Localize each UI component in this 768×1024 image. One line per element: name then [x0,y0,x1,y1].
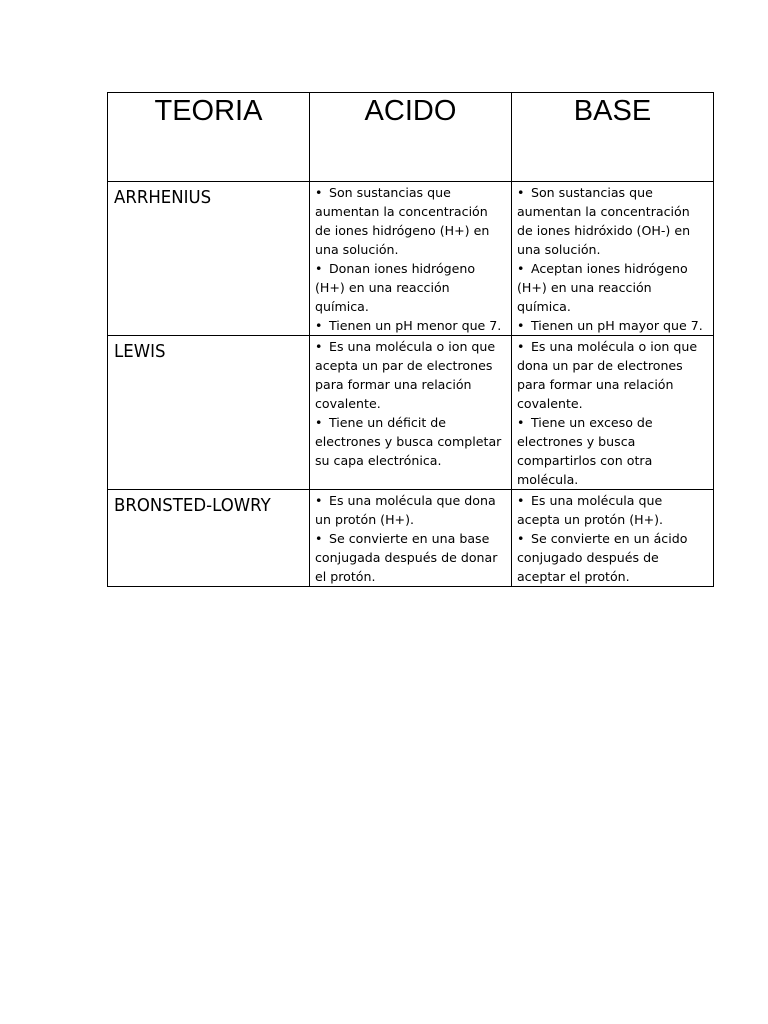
theory-name: ARRHENIUS [114,187,212,208]
theory-name: BRONSTED-LOWRY [114,495,271,516]
bullet-icon: • [314,185,323,200]
base-list [517,491,707,586]
base-cell [511,490,713,587]
acid-cell [309,490,511,587]
acid-list [315,337,505,470]
base-cell [511,182,713,336]
theory-cell [108,182,310,336]
bullet-icon: • [314,339,323,354]
table-row-arrhenius [108,182,714,336]
theory-cell [108,336,310,490]
list-item: • Se convierte en una base conjugada después de donar el protón. [314,531,498,584]
list-item: • Tienen un pH menor que 7. [314,318,502,333]
bullet-icon: • [516,531,525,546]
acid-cell [309,182,511,336]
acid-list [315,183,505,335]
header-base: BASE [511,93,713,182]
bullet-icon: • [314,531,323,546]
list-item: • Aceptan iones hidrógeno (H+) en una reacción química. [516,261,688,314]
table-row-bronsted-lowry [108,490,714,587]
theory-cell [108,490,310,587]
acid-cell [309,336,511,490]
bullet-icon: • [516,493,525,508]
table-row-lewis [108,336,714,490]
bullet-icon: • [314,415,323,430]
theory-name: LEWIS [114,341,166,362]
acid-list [315,491,505,586]
list-item: • Es una molécula o ion que dona un par de electrones para formar una relación covalente. [516,339,698,411]
theories-table [107,92,714,587]
list-item: • Tiene un exceso de electrones y busca compartirlos con otra molécula. [516,415,653,487]
bullet-icon: • [516,318,525,333]
list-item: • Se convierte en un ácido conjugado después de aceptar el protón. [516,531,688,584]
header-row [108,93,714,182]
base-cell [511,336,713,490]
list-item: • Donan iones hidrógeno (H+) en una reacción química. [314,261,476,314]
header-acid: ACIDO [309,93,511,182]
base-list [517,183,707,335]
list-item: • Son sustancias que aumentan la concentración de iones hidróxido (OH-) en una solución. [516,185,691,257]
list-item: • Es una molécula o ion que acepta un par de electrones para formar una relación covalente. [314,339,496,411]
base-list [517,337,707,489]
bullet-icon: • [516,185,525,200]
list-item: • Son sustancias que aumentan la concentración de iones hidrógeno (H+) en una solución. [314,185,490,257]
list-item: • Es una molécula que acepta un protón (H+). [516,493,664,527]
list-item: • Tienen un pH mayor que 7. [516,318,703,333]
list-item: • Tiene un déficit de electrones y busca completar su capa electrónica. [314,415,502,468]
list-item: • Es una molécula que dona un protón (H+). [314,493,496,527]
bullet-icon: • [314,261,323,276]
bullet-icon: • [516,261,525,276]
header-theory: TEORIA [108,93,310,182]
bullet-icon: • [516,415,525,430]
bullet-icon: • [314,318,323,333]
bullet-icon: • [516,339,525,354]
bullet-icon: • [314,493,323,508]
